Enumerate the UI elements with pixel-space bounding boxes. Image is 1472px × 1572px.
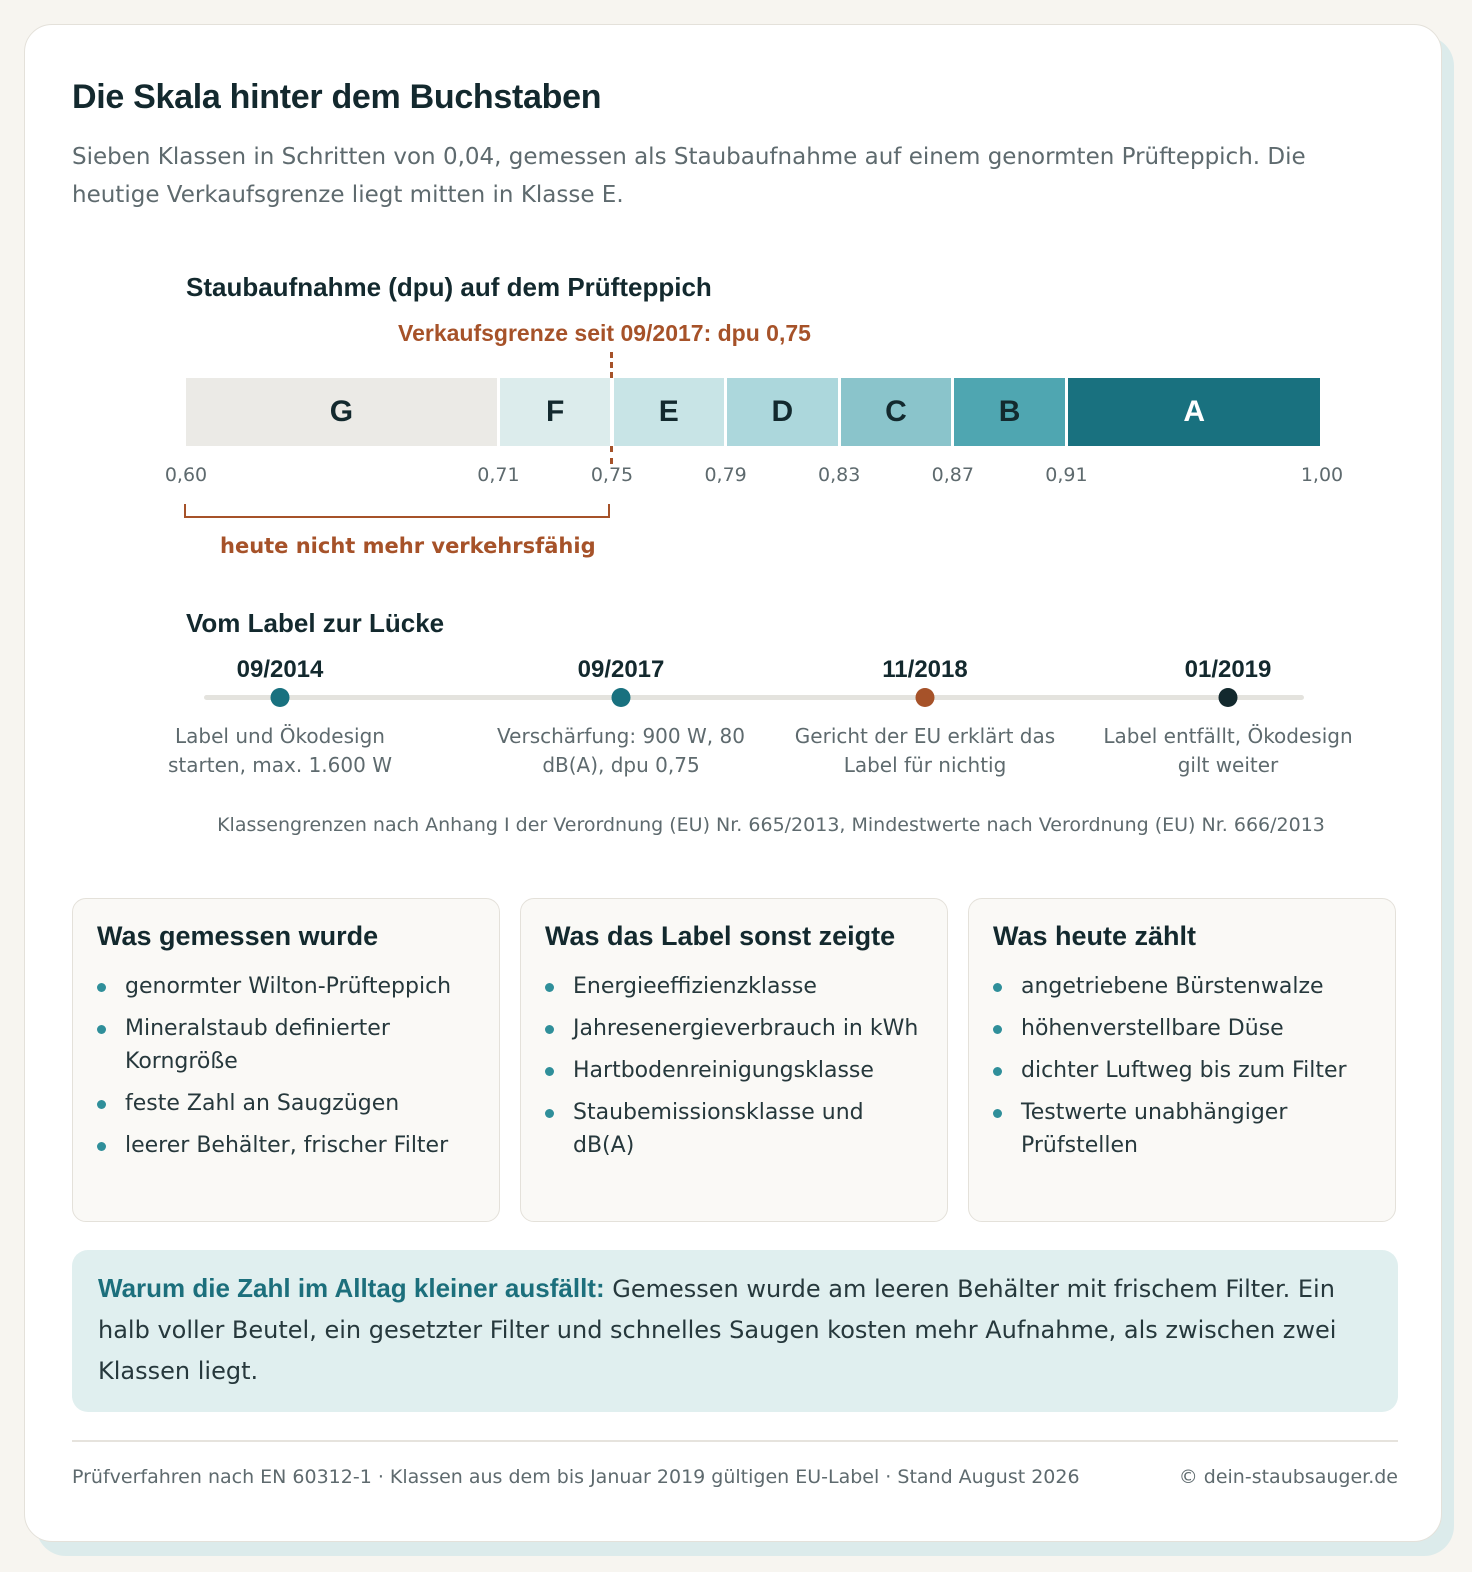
sales-limit-marker-bottom xyxy=(610,446,613,464)
source-note: Klassengrenzen nach Anhang I der Verordnung (EU) Nr. 665/2013, Mindestwerte nach Verordnung (EU) Nr. 666/2013 xyxy=(217,814,1325,836)
tick-label: 1,00 xyxy=(1300,464,1344,486)
class-segment-f: F xyxy=(500,378,611,446)
list-item: Energieeffizienzklasse xyxy=(545,970,923,1003)
list-item: höhenverstellbare Düse xyxy=(993,1012,1371,1045)
class-segment-a: A xyxy=(1068,378,1321,446)
box-measured xyxy=(72,898,500,1222)
footer-copyright: © dein-staubsauger.de xyxy=(1178,1466,1398,1488)
class-segment-e: E xyxy=(614,378,725,446)
timeline-dot xyxy=(612,688,631,707)
callout-text: Gemessen wurde am leeren Behälter mit frischem Filter. Ein halb voller Beutel, ein gesetzter Filter und schnelles Saugen kosten mehr Aufnahme, als zwischen zwei Klassen liegt. xyxy=(98,1275,1337,1385)
bullet-icon xyxy=(993,983,1002,992)
list-item: feste Zahl an Saugzügen xyxy=(97,1087,475,1120)
list-item: angetriebene Bürstenwalze xyxy=(993,970,1371,1003)
bullet-icon xyxy=(97,983,106,992)
bullet-icon xyxy=(545,983,554,992)
timeline-description: Label und Ökodesign starten, max. 1.600 W xyxy=(168,724,392,777)
bullet-icon xyxy=(993,1109,1002,1118)
timeline-description: Gericht der EU erklärt das Label für nichtig xyxy=(794,724,1056,777)
bullet-icon xyxy=(545,1109,554,1118)
timeline-date: 09/2017 xyxy=(577,656,665,683)
list-item: Testwerte unabhängiger Prüfstellen xyxy=(993,1096,1371,1162)
list-item: Hartbodenreinigungsklasse xyxy=(545,1054,923,1087)
tick-label: 0,87 xyxy=(931,464,974,486)
box-title: Was gemessen wurde xyxy=(97,921,379,951)
not-sellable-bracket xyxy=(184,504,610,518)
timeline-date: 01/2019 xyxy=(1184,656,1272,683)
class-segment-d: D xyxy=(727,378,838,446)
tick-label: 0,79 xyxy=(704,464,747,486)
box-today xyxy=(968,898,1396,1222)
timeline-dot xyxy=(271,688,290,707)
box-title: Was heute zählt xyxy=(993,921,1197,951)
timeline-date: 11/2018 xyxy=(882,656,968,683)
bullet-icon xyxy=(97,1142,106,1151)
class-segment-g: G xyxy=(186,378,497,446)
timeline-description: Label entfällt, Ökodesign gilt weiter xyxy=(1103,724,1353,777)
not-sellable-label: heute nicht mehr verkehrsfähig xyxy=(220,534,596,558)
tick-label: 0,83 xyxy=(818,464,861,486)
timeline-date: 09/2014 xyxy=(236,656,324,683)
timeline-description: Verschärfung: 900 W, 80 dB(A), dpu 0,75 xyxy=(497,724,745,777)
list-item: leerer Behälter, frischer Filter xyxy=(97,1129,475,1162)
list-item: genormter Wilton-Prüfteppich xyxy=(97,970,475,1003)
timeline-line xyxy=(204,695,1304,700)
bullet-icon xyxy=(97,1025,106,1034)
page-title: Die Skala hinter dem Buchstaben xyxy=(72,78,602,116)
box-list xyxy=(97,970,475,1162)
tick-label: 0,71 xyxy=(477,464,520,486)
timeline-dot xyxy=(916,688,935,707)
bullet-icon xyxy=(97,1100,106,1109)
footer-source: Prüfverfahren nach EN 60312-1 · Klassen aus dem bis Januar 2019 gültigen EU-Label · Stand August 2026 xyxy=(72,1466,1080,1488)
bullet-icon xyxy=(993,1025,1002,1034)
class-segment-c: C xyxy=(841,378,952,446)
list-item: Mineralstaub definierter Korngröße xyxy=(97,1012,475,1078)
tick-label: 0,91 xyxy=(1045,464,1088,486)
tick-label: 0,60 xyxy=(164,464,208,486)
scale-heading: Staubaufnahme (dpu) auf dem Prüfteppich xyxy=(186,272,712,302)
box-label-content xyxy=(520,898,948,1222)
callout-lead: Warum die Zahl im Alltag kleiner ausfällt: xyxy=(98,1273,605,1303)
footer-divider xyxy=(72,1440,1398,1442)
sales-limit-label: Verkaufsgrenze seit 09/2017: dpu 0,75 xyxy=(398,320,811,346)
bullet-icon xyxy=(545,1025,554,1034)
list-item: Staubemissionsklasse und dB(A) xyxy=(545,1096,923,1162)
list-item: Jahresenergieverbrauch in kWh xyxy=(545,1012,923,1045)
callout-note xyxy=(72,1250,1398,1412)
tick-label: 0,75 xyxy=(590,464,634,486)
box-list xyxy=(545,970,923,1162)
timeline-dot xyxy=(1219,688,1238,707)
bullet-icon xyxy=(993,1067,1002,1076)
box-list xyxy=(993,970,1371,1162)
sales-limit-marker-top xyxy=(610,352,613,378)
class-segment-b: B xyxy=(954,378,1065,446)
bullet-icon xyxy=(545,1067,554,1076)
box-title: Was das Label sonst zeigte xyxy=(545,921,896,951)
page-subtitle: Sieben Klassen in Schritten von 0,04, gemessen als Staubaufnahme auf einem genormten Prüfteppich. Die heutige Verkaufsgrenze liegt mitten in Klasse E. xyxy=(72,144,1306,208)
list-item: dichter Luftweg bis zum Filter xyxy=(993,1054,1371,1087)
timeline-heading: Vom Label zur Lücke xyxy=(186,608,445,638)
